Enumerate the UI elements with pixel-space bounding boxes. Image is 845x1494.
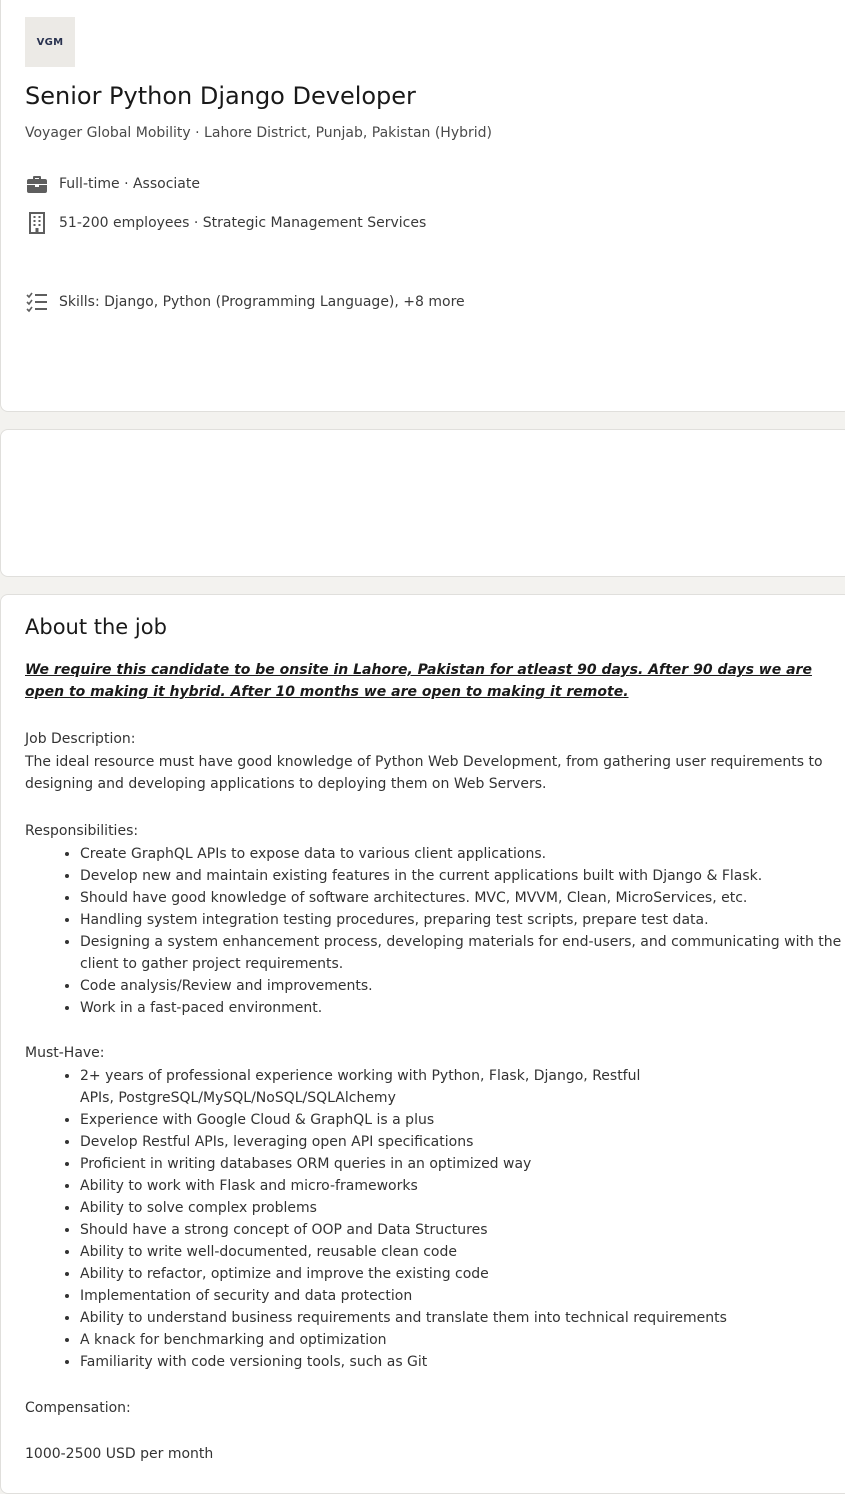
must-have-label: Must-Have: bbox=[25, 1045, 105, 1061]
list-item: • Ability to solve complex problems bbox=[80, 1197, 845, 1219]
responsibilities-label: Responsibilities: bbox=[25, 823, 139, 839]
insight-company-size bbox=[25, 211, 426, 235]
about-job-heading: About the job bbox=[25, 615, 167, 639]
list-item: • Handling system integration testing procedures, preparing test scripts, prepare test data. bbox=[80, 909, 845, 931]
list-item: • 2+ years of professional experience working with Python, Flask, Django, Restful APIs, PostgreSQL/MySQL/NoSQL/SQLAlchemy bbox=[80, 1065, 660, 1109]
insight-skills[interactable] bbox=[25, 290, 465, 314]
list-item: • Ability to work with Flask and micro-frameworks bbox=[80, 1175, 845, 1197]
description-label: Job Description: bbox=[25, 731, 136, 747]
list-item: • Develop Restful APIs, leveraging open API specifications bbox=[80, 1131, 845, 1153]
list-item: • Proficient in writing databases ORM queries in an optimized way bbox=[80, 1153, 845, 1175]
list-item: • Ability to understand business requirements and translate them into technical requirements bbox=[80, 1307, 845, 1329]
employment-text: Full-time · Associate bbox=[59, 176, 200, 192]
job-subtitle: Voyager Global Mobility · Lahore District, Punjab, Pakistan (Hybrid) bbox=[25, 125, 493, 141]
list-item: • Should have good knowledge of software architectures. MVC, MVVM, Clean, MicroServices, etc. bbox=[80, 887, 845, 909]
must-have-list bbox=[56, 1065, 845, 1373]
list-item: • A knack for benchmarking and optimization bbox=[80, 1329, 845, 1351]
list-item: • Work in a fast-paced environment. bbox=[80, 997, 845, 1019]
responsibilities-list bbox=[56, 843, 845, 1019]
briefcase-icon bbox=[25, 172, 49, 196]
company-size-text: 51-200 employees · Strategic Management Services bbox=[59, 215, 427, 231]
onsite-note: We require this candidate to be onsite in Lahore, Pakistan for atleast 90 days. After 90 days we are open to making it hybrid. After 10 months we are open to making it remote. bbox=[25, 662, 812, 700]
list-item: • Code analysis/Review and improvements. bbox=[80, 975, 845, 997]
list-item: • Implementation of security and data protection bbox=[80, 1285, 845, 1307]
company-logo[interactable]: VGM bbox=[25, 17, 75, 67]
list-item: • Should have a strong concept of OOP and Data Structures bbox=[80, 1219, 845, 1241]
list-item: • Ability to refactor, optimize and improve the existing code bbox=[80, 1263, 845, 1285]
list-item: • Experience with Google Cloud & GraphQL is a plus bbox=[80, 1109, 845, 1131]
skills-text[interactable]: Skills: Django, Python (Programming Language), +8 more bbox=[59, 294, 465, 310]
checklist-icon bbox=[25, 290, 49, 314]
building-icon bbox=[25, 211, 49, 235]
job-header-card bbox=[0, 0, 845, 412]
list-item: • Familiarity with code versioning tools, such as Git bbox=[80, 1351, 845, 1373]
list-item: • Develop new and maintain existing features in the current applications built with Django & Flask. bbox=[80, 865, 845, 887]
empty-card bbox=[0, 429, 845, 577]
list-item: • Create GraphQL APIs to expose data to various client applications. bbox=[80, 843, 845, 865]
compensation-label: Compensation: bbox=[25, 1400, 131, 1416]
description-text: The ideal resource must have good knowledge of Python Web Development, from gathering user requirements to designing and developing applications to deploying them on Web Servers. bbox=[25, 754, 823, 792]
compensation-value: 1000-2500 USD per month bbox=[25, 1446, 214, 1462]
insight-employment bbox=[25, 172, 200, 196]
job-title: Senior Python Django Developer bbox=[25, 82, 416, 110]
list-item: • Ability to write well-documented, reusable clean code bbox=[80, 1241, 845, 1263]
list-item: • Designing a system enhancement process, developing materials for end-users, and communicating with the client to gather project requirements. bbox=[80, 931, 845, 975]
